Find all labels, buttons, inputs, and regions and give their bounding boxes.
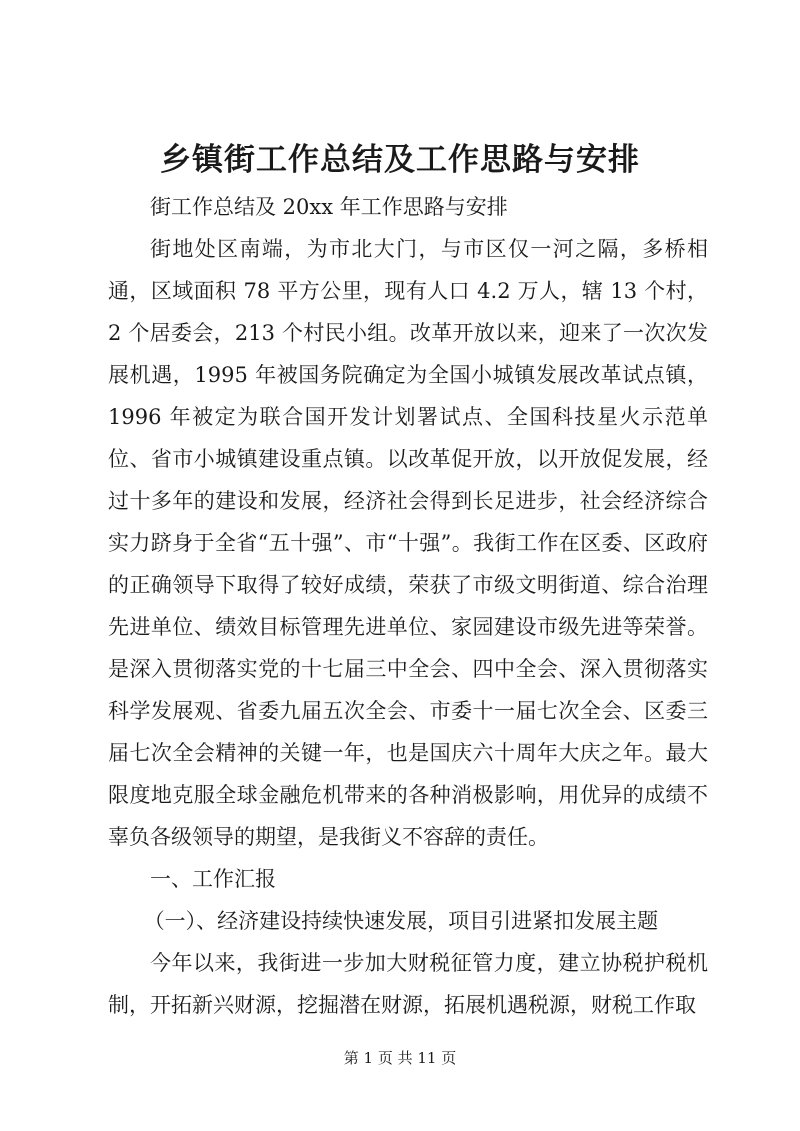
document-title: 乡镇街工作总结及工作思路与安排 bbox=[160, 142, 640, 178]
finance-paragraph: 今年以来，我街进一步加大财税征管力度，建立协税护税机制，开拓新兴财源，挖掘潜在财源，拓展机遇税源，财税工作取 bbox=[108, 951, 708, 1017]
document-body bbox=[108, 186, 708, 1026]
section-heading: 一、工作汇报 bbox=[150, 867, 276, 891]
subtitle-line: 街工作总结及 20xx 年工作思路与安排 bbox=[150, 195, 508, 219]
subsection-heading: （一）、经济建设持续快速发展，项目引进紧扣发展主题 bbox=[143, 909, 659, 933]
page-footer: 第 1 页 共 11 页 bbox=[343, 1049, 457, 1067]
intro-paragraph: 街地处区南端，为市北大门，与市区仅一河之隔，多桥相通，区域面积 78 平方公里，现有人口 4.2 万人，辖 13 个村，2 个居委会，213 个村民小组。改革开放以来，迎来了一次次发展机遇，1995 年被国务院确定为全国小城镇发展改革试点镇，1996 年被定为联合国开发计划署试点、全国科技星火示范单位、省市小城镇建设重点镇。以改革促开放，以开放促发展，经过十多年的建设和发展，经济社会得到长足进步，社会经济综合实力跻身于全省“五十强”、市“十强”。我街工作在区委、区政府的正确领导下取得了较好成绩，荣获了市级文明街道、综合治理先进单位、绩效目标管理先进单位、家园建设市级先进等荣誉。是深入贯彻落实党的十七届三中全会、四中全会、深入贯彻落实科学发展观、省委九届五次全会、市委十一届七次全会、区委三届七次全会精神的关键一年，也是国庆六十周年大庆之年。最大限度地克服全球金融危机带来的各种消极影响，用优异的成绩不辜负各级领导的期望，是我街义不容辞的责任。 bbox=[108, 237, 708, 849]
